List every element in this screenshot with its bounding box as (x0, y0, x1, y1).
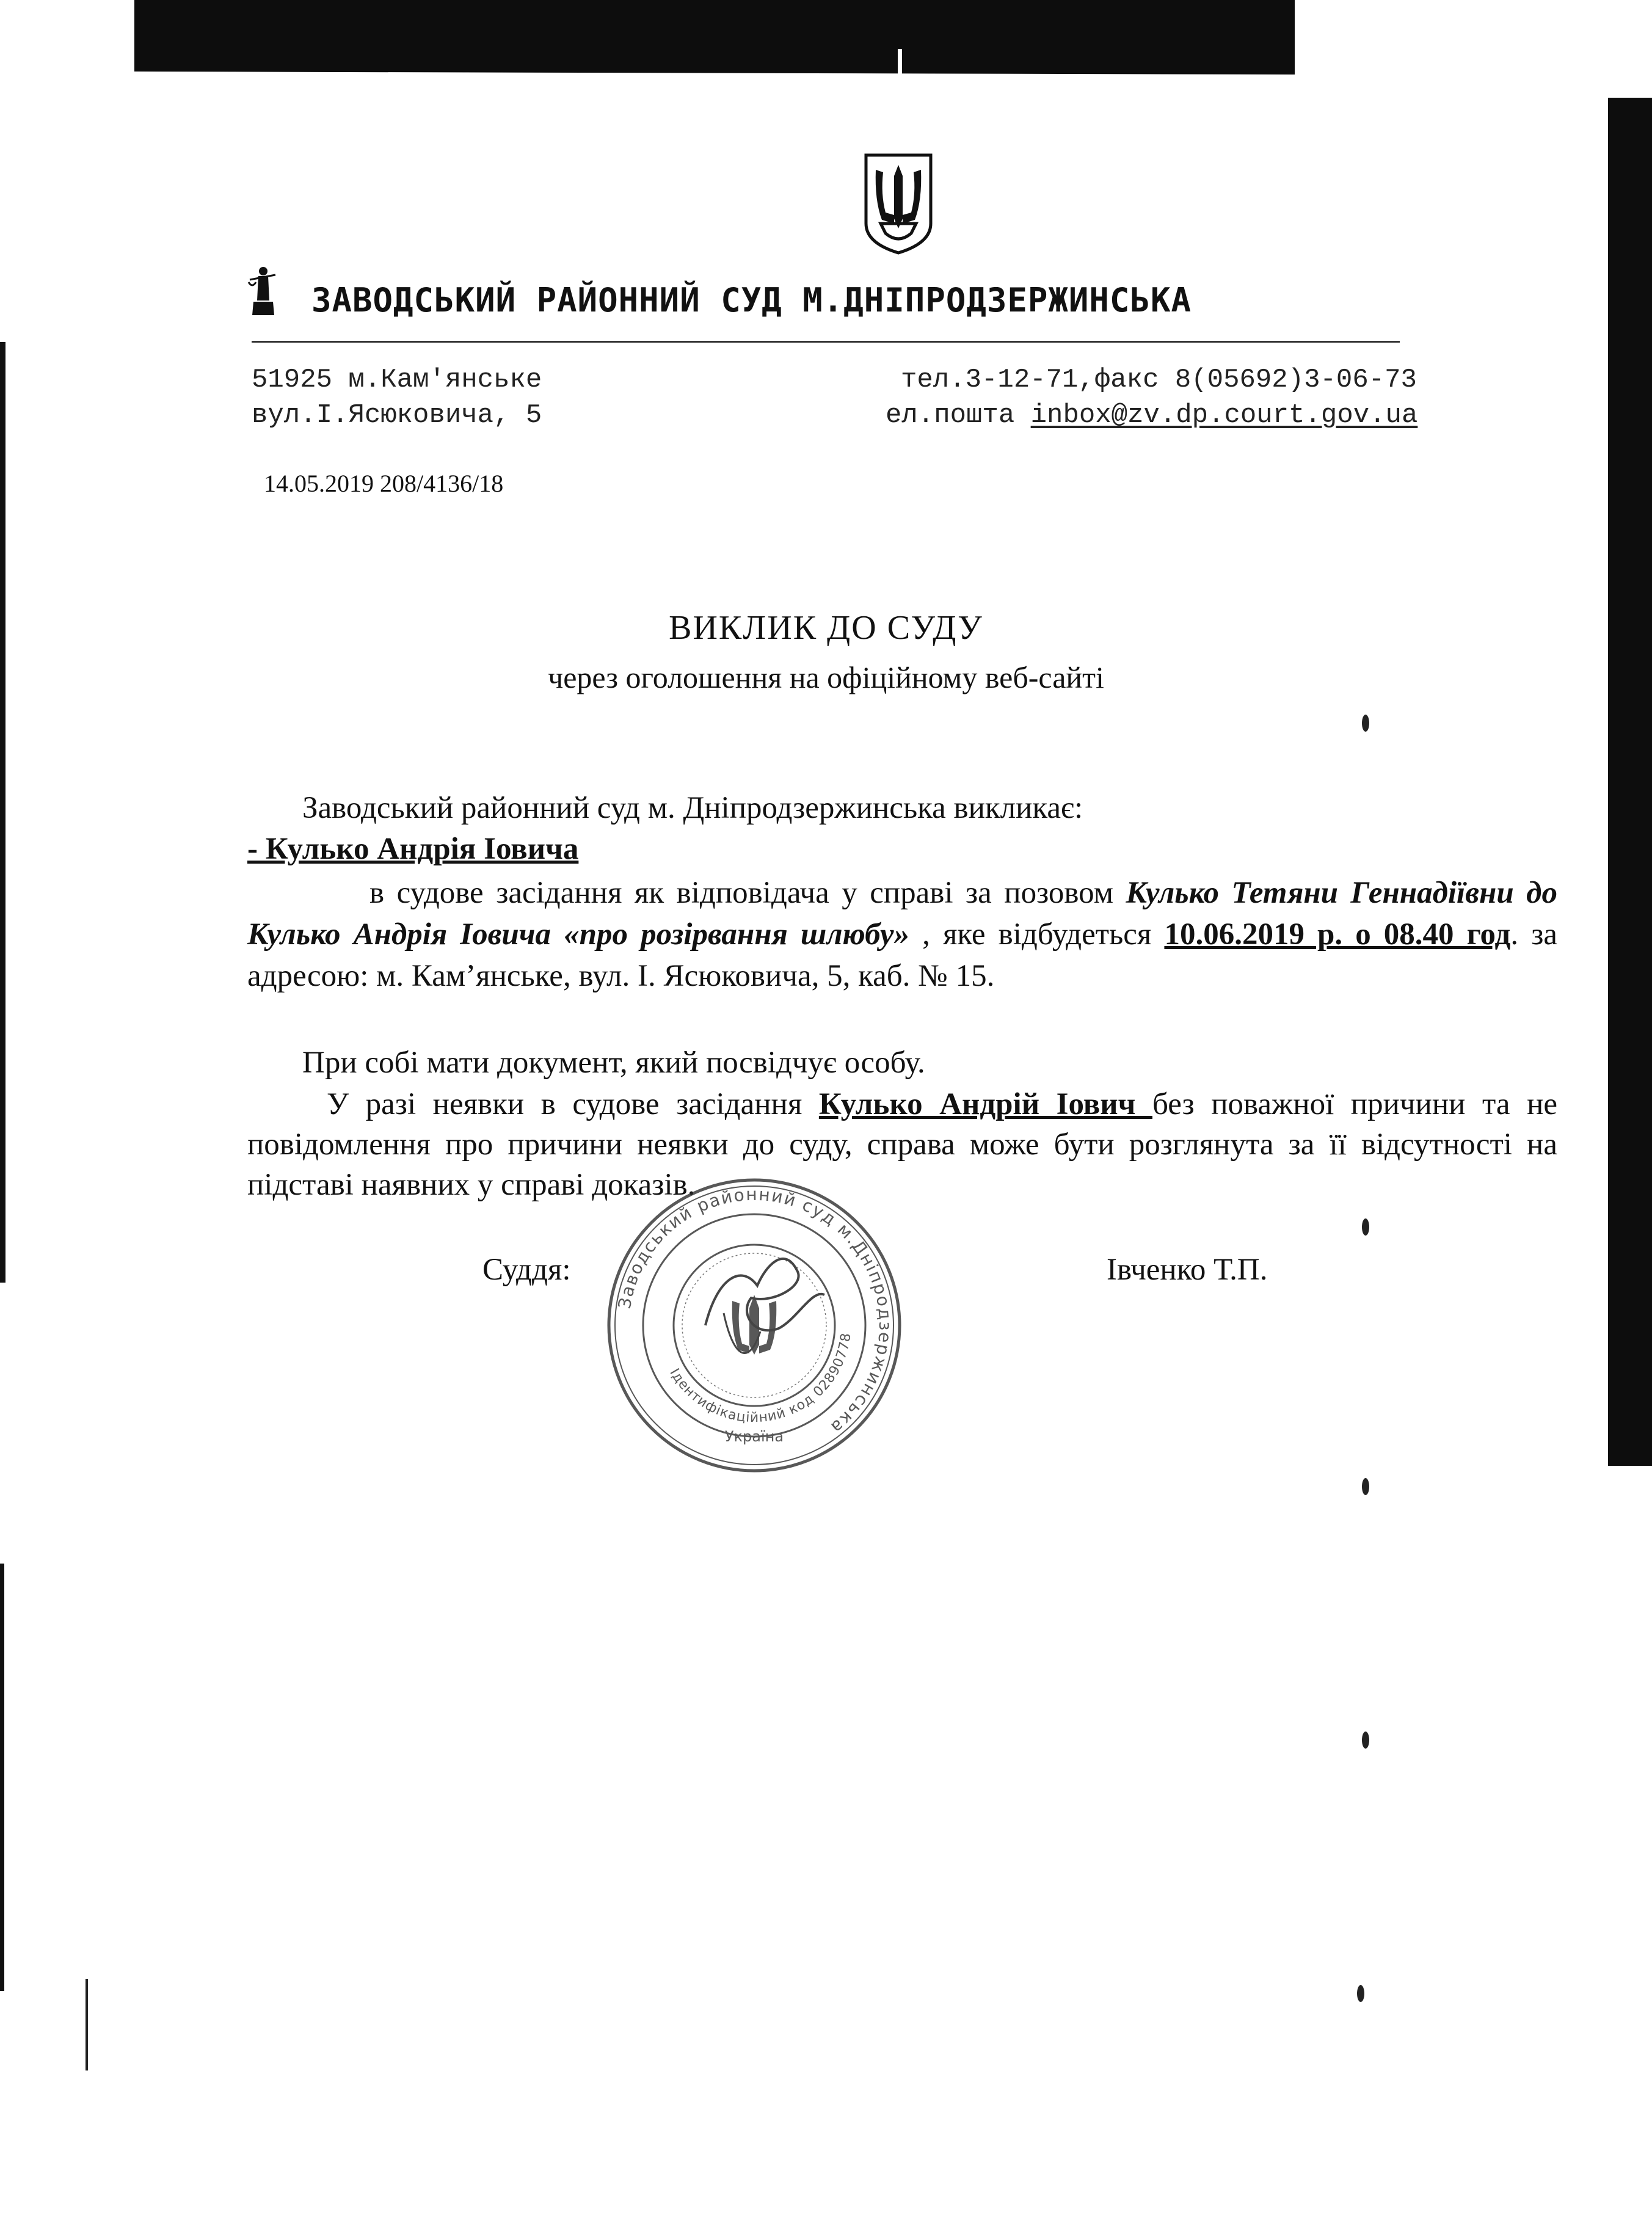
scan-dot (1357, 1985, 1364, 2002)
p3-text: без поважної причини та не повідомлення про причини неявки до суду, справа може бути розглянута за її відсутності на підставі наявних у справі доказів. (247, 1087, 1558, 1202)
defendant-name-inline: Кулько Андрій Іович (818, 1087, 1152, 1121)
scan-border-left (0, 342, 5, 1283)
themis-icon (247, 264, 278, 318)
address-street: вул.І.Ясюковича, 5 (252, 400, 542, 431)
p3-text: У разі неявки в судове засідання (327, 1087, 819, 1121)
court-name: ЗАВОДСЬКИЙ РАЙОННИЙ СУД М.ДНІПРОДЗЕРЖИНСЬКА (311, 281, 1192, 319)
scan-gap (898, 49, 902, 76)
phone-fax: тел.3-12-71,факс 8(05692)3-06-73 (901, 365, 1417, 395)
scan-border-top (134, 0, 1295, 75)
scan-border-left-lower (0, 1564, 4, 1991)
email-row (886, 400, 1417, 431)
judge-label: Суддя: (482, 1253, 571, 1287)
document-title: ВИКЛИК ДО СУДУ (669, 609, 983, 647)
intro-line: Заводський районний суд м. Дніпродзержинська викликає: (302, 791, 1083, 825)
scan-dot (1362, 715, 1369, 732)
seal-outer-text: Заводський районний суд м.Дніпродзержинська (614, 1184, 896, 1438)
email-link[interactable]: inbox@zv.dp.court.gov.ua (1030, 400, 1418, 431)
claim-text: Кулько Тетяни Геннадіївни до Кулько Андрія Іовича «про розірвання шлюбу» (247, 876, 1557, 952)
p1-text: , яке відбудеться (909, 917, 1165, 952)
id-document-note: При собі мати документ, який посвідчує особу. (302, 1046, 925, 1080)
court-seal (602, 1173, 907, 1478)
p1-text: в судове засідання як відповідача у справі за позовом (369, 876, 1126, 910)
scan-mark (86, 1979, 88, 2070)
seal-bottom-text: Україна (724, 1428, 784, 1445)
scan-dot (1362, 1218, 1369, 1236)
defendant-name: - Кулько Андрія Іовича (247, 832, 579, 866)
header-divider (252, 341, 1400, 343)
trident-icon (862, 151, 934, 255)
p1-text: . за адресою: м. Кам’янське, вул. І. Ясюковича, 5, каб. № 15. (247, 917, 1557, 993)
judge-name: Івченко Т.П. (1107, 1253, 1268, 1287)
summons-paragraph (247, 872, 1557, 997)
scan-dot (1362, 1478, 1369, 1495)
hearing-datetime: 10.06.2019 р. о 08.40 год (1164, 917, 1511, 952)
email-label: ел.пошта (886, 400, 1015, 431)
document-date-number: 14.05.2019 208/4136/18 (264, 470, 504, 497)
scan-dot (1362, 1732, 1369, 1749)
document-subtitle: через оголошення на офіційному веб-сайті (548, 660, 1104, 694)
scan-border-right (1608, 98, 1652, 1466)
address-city: 51925 м.Кам'янське (252, 365, 542, 395)
seal-inner-text: Ідентифікаційний код 02890778 (666, 1331, 854, 1426)
